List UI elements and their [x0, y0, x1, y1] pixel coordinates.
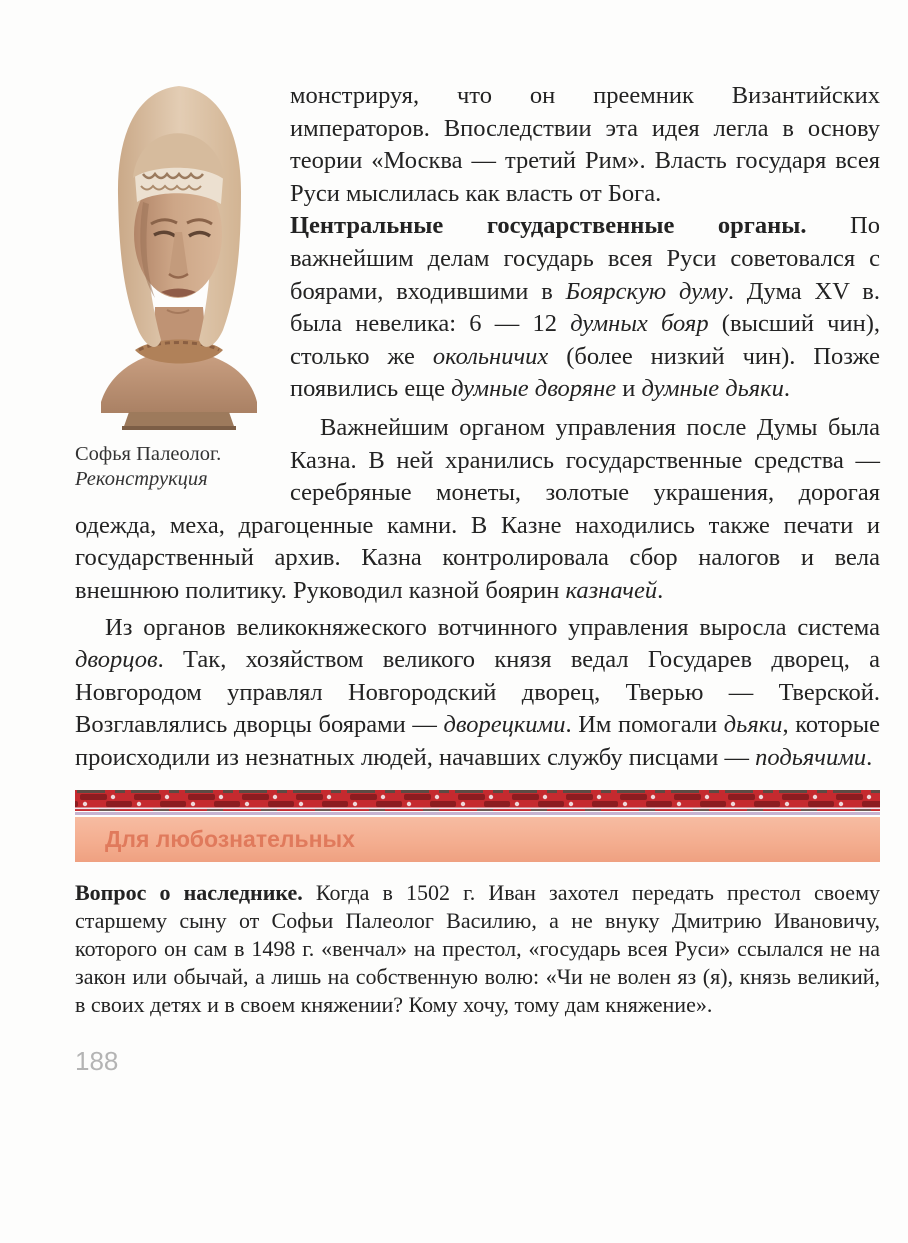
- curious-readers-banner: [75, 790, 880, 862]
- ornament-border: [75, 790, 880, 811]
- paragraph-heir-question: Вопрос о наследнике. Когда в 1502 г. Иван захотел передать престол своему старшему сыну от Софьи Палеолог Василию, а не внуку Дмитрию Ивановичу, которого он сам в 1498 г. «венчал» на престол, «государь всея Руси» ссылался не на закон или обычай, а лишь на собственную волю: «Чи не волен яз (я), князь великий, в своих детях и в своем княжении? Кому хочу, тому дам княжение».: [75, 880, 880, 1017]
- figure-caption-subtitle: Реконструкция: [75, 467, 208, 490]
- page-content: [75, 80, 880, 1077]
- figure-caption: [75, 442, 263, 491]
- lavender-divider: [75, 812, 880, 815]
- page-number: 188: [75, 1046, 119, 1077]
- paragraph-central-state-organs: Центральные государственные органы. По важнейшим делам государь всея Руси советовался с боярами, входившими в Боярскую думу. Дума XV в. была невелика: 6 — 12 думных бояр (высший чин), столько же окольничих (более низкий чин). Позже появились еще думные дворяне и думные дьяки.: [290, 212, 880, 403]
- banner-title: Для любознательных: [105, 826, 355, 853]
- paragraph-moscow-third-rome: монстрируя, что он преемник Византийских императоров. Впоследствии эта идея легла в основу теории «Москва — третий Рим». Власть государя всея Руси мыслилась как власть от Бога.: [290, 82, 880, 207]
- paragraph-dvortsy: Из органов великокняжеского вотчинного управления выросла система дворцов. Так, хозяйством великого князя ведал Государев дворец, а Новгородом управлял Новгородский дворец, Тверью — Тверской. Возглавлялись дворцы боярами — дворецкими. Им помогали дьяки, которые происходили из незнатных людей, начавших службу писцами — подьячими.: [75, 613, 880, 771]
- banner-band: [75, 817, 880, 862]
- sophia-paleolog-figure: [75, 82, 263, 491]
- sophia-paleolog-bust-image: [95, 82, 263, 430]
- paragraph-kazna: Важнейшим органом управления после Думы была Казна. В ней хранились государственные средства — серебряные монеты, золотые украшения, дорогая одежда, меха, драгоценные камни. В Казне находились также печати и государственный архив. Казна контролировала сбор налогов и вела внешнюю политику. Руководил казной боярин казначей.: [75, 413, 880, 604]
- figure-caption-name: Софья Палеолог.: [75, 443, 222, 465]
